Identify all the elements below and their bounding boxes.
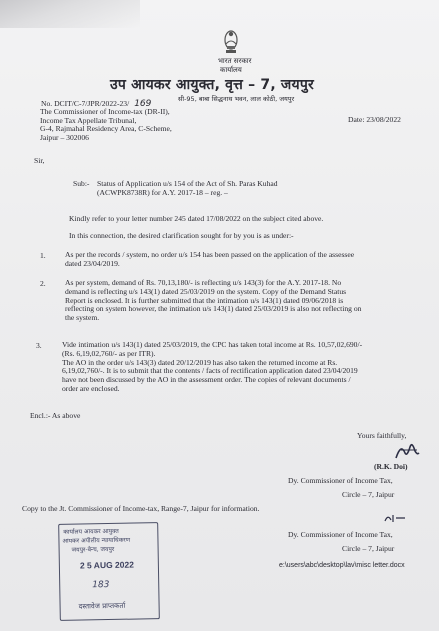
point-line: 6,19,02,760/-. It is to submit that the contents / facts of rectification application dated 23/04/2019 bbox=[62, 366, 358, 376]
receipt-stamp bbox=[58, 522, 160, 621]
addressee-block bbox=[40, 108, 172, 142]
point-number: 1. bbox=[40, 251, 46, 260]
point-line: reflecting on system however, the intimation u/s 143(1) dated 25/03/2019 is also not reflecting on bbox=[65, 304, 362, 314]
stamp-date: 2 5 AUG 2022 bbox=[79, 559, 135, 571]
reference-handwritten: 169 bbox=[134, 99, 152, 109]
point-line: order are enclosed. bbox=[62, 383, 120, 393]
point-3-text bbox=[62, 341, 362, 394]
page-fold-shadow bbox=[0, 0, 140, 28]
enclosure-line: Encl.:- As above bbox=[30, 411, 81, 420]
circle-line-copy: Circle – 7, Jaipur bbox=[342, 544, 395, 553]
stamp-line: जयपुर-बेन्च, जयपुर bbox=[71, 545, 115, 554]
point-line: (Rs. 6,19,02,760/- as per ITR). bbox=[62, 348, 156, 358]
point-line: Report is enclosed. It is further submitted that the intimation u/s 143(1) dated 09/06/2018 is bbox=[65, 295, 344, 305]
reference-number: No. DCIT/C-7/JPR/2022-23/ 169 bbox=[41, 99, 152, 109]
addressee-line: Jaipur – 302006 bbox=[40, 132, 89, 142]
letter-date: Date: 23/08/2022 bbox=[348, 115, 401, 124]
point-number: 3. bbox=[36, 341, 42, 350]
intro-line-2: In this connection, the desired clarification sought for by you is as under:- bbox=[69, 231, 294, 240]
point-line: the system. bbox=[65, 313, 100, 323]
subject-line: (ACWPK8738R) for A.Y. 2017-18 – reg. – bbox=[97, 187, 228, 197]
subject-line: Status of Application u/s 154 of the Act of Sh. Paras Kuhad bbox=[97, 179, 278, 188]
point-2-text bbox=[65, 279, 361, 323]
signature-mark bbox=[393, 441, 421, 461]
stamp-line: दस्तावेज प्राप्तकर्ता bbox=[78, 601, 126, 611]
addressee-line: The Commissioner of Income-tax (DR-II), bbox=[40, 107, 170, 116]
addressee-line: G-4, Rajmahal Residency Area, C-Scheme, bbox=[40, 124, 172, 134]
point-1-text bbox=[65, 251, 354, 269]
national-emblem-icon bbox=[222, 26, 240, 56]
office-title-hindi: उप आयकर आयुक्त, वृत्त – 7, जयपुर bbox=[110, 77, 314, 93]
designation: Dy. Commissioner of Income Tax, bbox=[288, 476, 393, 485]
office-hindi: कार्यालय bbox=[220, 66, 242, 74]
circle-line: Circle – 7, Jaipur bbox=[342, 490, 395, 499]
point-line: As per the records / system, no order u/s 154 has been passed on the application of the assessee bbox=[65, 250, 355, 259]
point-line: demand is reflecting u/s 143(1) dated 25/03/2019 on the system. Copy of the Demand Status bbox=[65, 286, 347, 296]
subject-label: Sub:- bbox=[73, 179, 90, 188]
office-address-hindi: सी-95, बाबा सिद्धनाथ भवन, लाल कोठी, जयपुर bbox=[178, 95, 295, 103]
salutation: Sir, bbox=[34, 156, 45, 165]
point-line: have not been discussed by the AO in the assessment order. The copies of relevant documents / bbox=[62, 375, 351, 385]
addressee-line: Income Tax Appellate Tribunal, bbox=[40, 115, 137, 125]
point-line: The AO in the order u/s 143(3) dated 20/12/2019 has also taken the returned income at Rs. bbox=[62, 357, 338, 367]
intro-line-1: Kindly refer to your letter number 245 dated 17/08/2022 on the subject cited above. bbox=[69, 214, 324, 223]
point-number: 2. bbox=[40, 279, 46, 288]
signatory-name: (R.K. Doi) bbox=[374, 462, 408, 471]
gov-hindi: भारत सरकार bbox=[218, 57, 252, 65]
closing-line: Yours faithfully, bbox=[357, 431, 407, 440]
point-line: dated 23/04/2019. bbox=[65, 258, 120, 268]
signature-mark bbox=[383, 512, 407, 524]
copy-to-line: Copy to the Jt. Commissioner of Income-tax, Range-7, Jaipur for information. bbox=[22, 504, 260, 513]
stamp-line: कार्यालय आयकर आयुक्त bbox=[63, 527, 119, 536]
point-line: Vide intimation u/s 143(1) dated 25/03/2019, the CPC has taken total income at Rs. 10,57,02,690/- bbox=[62, 340, 363, 349]
designation-copy: Dy. Commissioner of Income Tax, bbox=[288, 530, 393, 539]
point-line: As per system, demand of Rs. 70,13,180/- is reflecting u/s 143(3) for the A.Y. 2017-18. No bbox=[65, 278, 342, 287]
stamp-line: आयकर अपीलीय न्यायाधिकरण bbox=[62, 536, 131, 545]
stamp-number: 183 bbox=[92, 579, 110, 591]
file-path: e:\users\abc\desktop\lav\misc letter.docx bbox=[279, 562, 405, 569]
subject-block bbox=[97, 180, 278, 197]
